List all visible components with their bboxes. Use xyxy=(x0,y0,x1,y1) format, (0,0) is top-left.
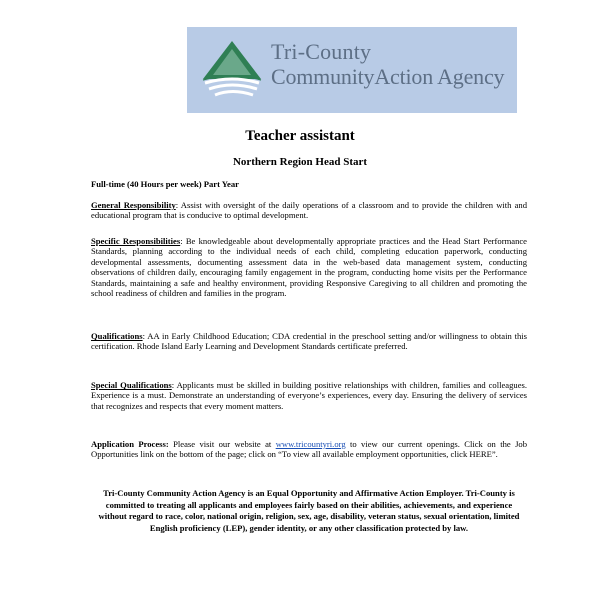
application-process-text-after: to view our current openings. Click on the Job Opportunities link on the bottom of the page; click on “To view all available employment opportunities, click HERE”. xyxy=(91,439,528,460)
special-qualifications-label: Special Qualifications xyxy=(91,380,172,390)
specific-responsibilities-paragraph xyxy=(91,236,527,298)
logo-text-line2: CommunityAction Agency xyxy=(271,64,505,89)
application-process-label: Application Process: xyxy=(91,439,169,449)
general-responsibility-text: : Assist with oversight of the daily operations of a classroom and to provide the children with and educational program that is conducive to optimal development. xyxy=(91,200,527,221)
application-process-paragraph xyxy=(91,439,527,460)
specific-responsibilities-label: Specific Responsibilities xyxy=(91,236,181,246)
employment-type: Full-time (40 Hours per week) Part Year xyxy=(91,179,239,189)
mountain-logo-icon xyxy=(201,39,263,99)
website-link[interactable]: www.tricountyri.org xyxy=(275,439,346,449)
eeo-statement: Tri-County Community Action Agency is an Equal Opportunity and Affirmative Action Employer. Tri-County is committed to treating all applicants and employees fairly based on their abilities, achievements, and experience without regard to race, color, national origin, religion, sex, age, disability, veteran status, sexual orientation, limited English proficiency (LEP), gender identity, or any other classification protected by law. xyxy=(98,488,520,533)
logo-banner xyxy=(187,27,517,113)
qualifications-paragraph xyxy=(91,331,527,352)
general-responsibility-label: General Responsibility xyxy=(91,200,176,210)
specific-responsibilities-text: : Be knowledgeable about developmentally appropriate practices and the Head Start Performance Standards, planning according to the individual needs of each child, completing education paperwork, conducting developmental assessments, documenting assessment data in the web-based data management system, conducting observations of children daily, encouraging family engagement in the program, conducting home visits per the Performance Standards, maintaining a safe and healthy environment, providing Responsive Caregiving to all children and promoting the school readiness of children and families in the program. xyxy=(91,236,527,299)
special-qualifications-paragraph xyxy=(91,380,527,411)
general-responsibility-paragraph xyxy=(91,200,527,221)
qualifications-text: : AA in Early Childhood Education; CDA credential in the preschool setting and/or willingness to obtain this certification. Rhode Island Early Learning and Development Standards certificate preferred. xyxy=(91,331,527,352)
qualifications-label: Qualifications xyxy=(91,331,143,341)
page-title: Teacher assistant xyxy=(245,128,355,144)
logo-text-line1: Tri-County xyxy=(271,39,372,64)
application-process-text-before: Please visit our website at xyxy=(168,439,276,449)
page-subtitle: Northern Region Head Start xyxy=(232,156,368,168)
special-qualifications-text: : Applicants must be skilled in building positive relationships with children, families and colleagues. Experience is a must. Demonstrate an understanding of everyone’s experiences, every day. Ensuring the delivery of services that recognizes and respects that every moment matters. xyxy=(91,380,527,411)
